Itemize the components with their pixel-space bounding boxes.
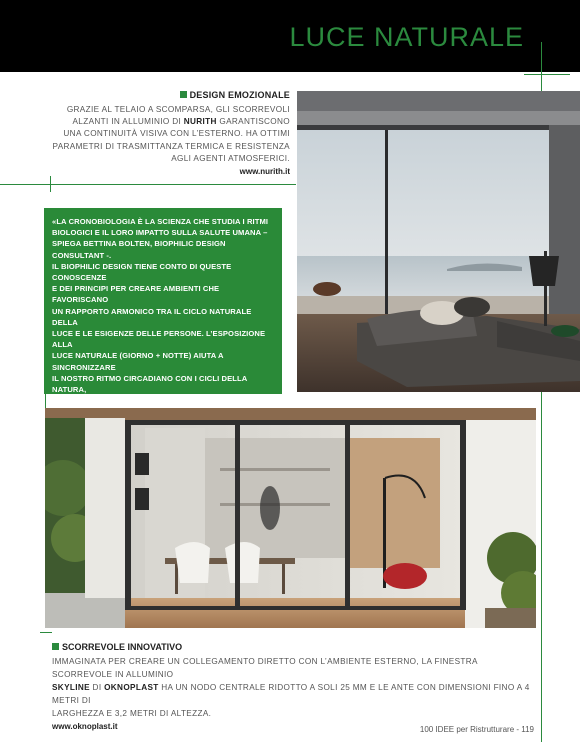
scorrevole-innovativo-caption [52,642,532,731]
sliding-window-photo [45,408,536,628]
living-room-photo [297,91,580,392]
caption-heading: DESIGN EMOZIONALE [189,90,290,100]
website-link[interactable]: www.nurith.it [239,167,290,177]
caption-body: GRAZIE AL TELAIO A SCOMPARSA, GLI SCORREVOLI ALZANTI IN ALLUMINIO DI NURITH GARANTISCONO UNA CONTINUITÀ VISIVA CON L’ESTERNO. HA OTTIMI PARAMETRI DI TRASMITTANZA TERMICA E RESISTENZA AGLI AGENTI ATMOSFERICI. [52,105,290,163]
page-title: LUCE NATURALE [289,22,524,52]
brand-name: SKYLINE [52,683,90,692]
square-bullet-icon [180,91,187,98]
guide-line [0,184,296,185]
brand-name: OKNOPLAST [104,683,159,692]
page-header [0,0,580,72]
quote-box [44,208,282,406]
guide-line [50,176,51,192]
quote-text: «LA CRONOBIOLOGIA È LA SCIENZA CHE STUDIA I RITMI BIOLOGICI E IL LORO IMPATTO SULLA SALUTE UMANA – SPIEGA BETTINA BOLTEN, BIOPHILIC DESIGN CONSULTANT -. IL BIOPHILIC DESIGN TIENE CONTO DI QUESTE CONOSCENZE E DEI PRINCIPI PER CREARE AMBIENTI CHE FAVORISCANO UN RAPPORTO ARMONICO TRA IL CICLO NATURALE DELLA LUCE E LE ESIGENZE DELLE PERSONE. L’ESPOSIZIONE ALLA LUCE NATURALE (GIORNO + NOTTE) AIUTA A SINCRONIZZARE IL NOSTRO RITMO CIRCADIANO CON I CICLI DELLA NATURA, MIGLIORANDO LE FUNZIONI COGNITIVE ED EMOTIVE. È [52,217,269,406]
brand-name: NURITH [183,117,217,127]
guide-line [45,394,46,408]
design-emozionale-caption [50,90,290,176]
caption-heading: SCORREVOLE INNOVATIVO [62,642,183,652]
caption-body: IMMAGINATA PER CREARE UN COLLEGAMENTO DIRETTO CON L’AMBIENTE ESTERNO, LA FINESTRA SCORREVOLE IN ALLUMINIO SKYLINE DI OKNOPLAST HA UN NODO CENTRALE RIDOTTO A SOLI 25 MM E LE ANTE CON DIMENSIONI FINO A 4 METRI DI LARGHEZZA E 3,2 METRI DI ALTEZZA. [52,657,530,718]
guide-line [40,632,52,633]
guide-line [524,74,570,75]
website-link[interactable]: www.oknoplast.it [52,722,118,731]
page-folio: 100 IDEE per Ristrutturare - 119 [419,725,534,734]
square-bullet-icon [52,643,59,650]
